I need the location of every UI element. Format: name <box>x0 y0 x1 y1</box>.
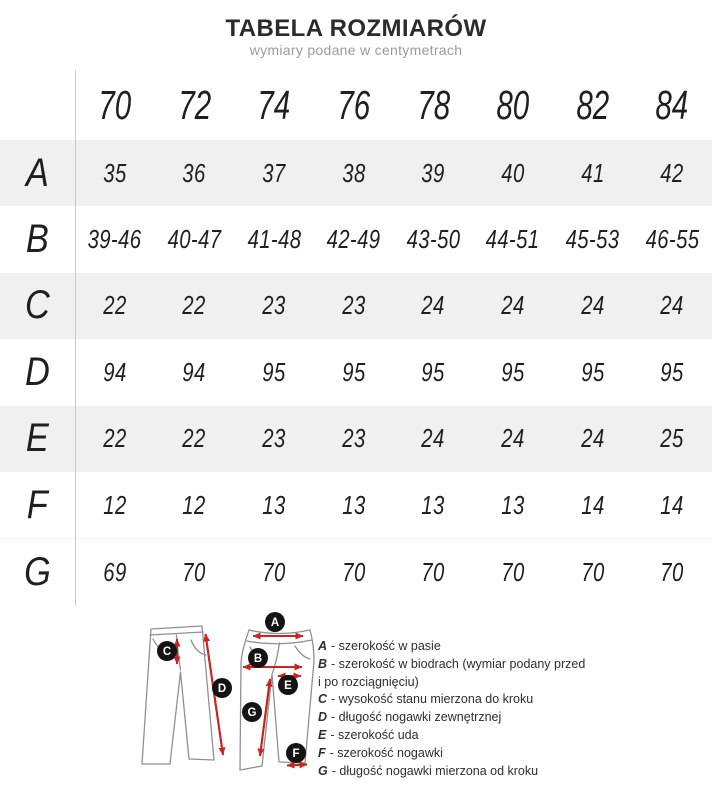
size-cell <box>234 357 314 388</box>
size-column-header <box>155 82 235 129</box>
size-cell <box>473 158 553 189</box>
size-cell <box>75 423 155 454</box>
table-row <box>0 140 712 206</box>
legend-text: - szerokość uda <box>330 727 419 742</box>
size-cell <box>234 290 314 321</box>
size-column-header <box>473 82 553 129</box>
pants-front-diagram <box>235 605 320 777</box>
row-label: E <box>26 416 49 461</box>
size-header-value: 80 <box>496 81 530 128</box>
size-header-value: 78 <box>416 81 450 128</box>
size-cell-value: 40 <box>501 157 525 188</box>
table-row <box>0 472 712 538</box>
size-cell-value: 23 <box>262 423 286 454</box>
legend-text: - długość nogawki mierzona od kroku <box>331 763 539 778</box>
size-column-header <box>75 82 155 129</box>
size-cell-value: 70 <box>342 556 366 587</box>
size-cell-value: 40-47 <box>167 224 222 255</box>
size-cell-value: 24 <box>580 290 605 321</box>
row-label: G <box>24 549 51 594</box>
size-cell-value: 14 <box>660 489 684 520</box>
size-cell <box>314 557 394 588</box>
size-column-header <box>234 82 314 129</box>
size-cell-value: 44-51 <box>486 224 540 255</box>
size-cell-value: 45-53 <box>565 224 620 255</box>
legend-key: E <box>318 727 327 742</box>
size-cell-value: 95 <box>421 356 445 387</box>
size-cell <box>473 423 553 454</box>
row-label-cell <box>0 283 75 328</box>
size-header-value: 82 <box>576 81 609 128</box>
size-cell-value: 46-55 <box>645 224 700 255</box>
size-cell-value: 22 <box>103 423 127 454</box>
size-cell <box>394 357 474 388</box>
size-cell-value: 94 <box>103 356 127 387</box>
legend-key: B <box>318 656 328 671</box>
marker-E-label: E <box>284 680 292 692</box>
size-cell <box>632 224 712 255</box>
size-cell <box>632 557 712 588</box>
measurement-diagram <box>0 605 712 800</box>
size-cell <box>75 557 155 588</box>
size-cell-value: 13 <box>262 489 286 520</box>
size-column-header <box>394 82 474 129</box>
size-cell-value: 23 <box>262 290 286 321</box>
legend-text: - długość nogawki zewnętrznej <box>331 710 502 725</box>
legend-key: F <box>318 745 326 760</box>
size-cell <box>394 158 474 189</box>
size-cell-value: 24 <box>421 290 445 321</box>
size-cell <box>553 557 633 588</box>
size-cell <box>553 224 633 255</box>
legend-item <box>318 745 585 763</box>
size-cell <box>553 423 633 454</box>
size-header-value: 76 <box>337 81 371 128</box>
table-row <box>0 538 712 604</box>
legend-text: - szerokość nogawki <box>329 745 443 760</box>
size-cell <box>632 290 712 321</box>
legend-item <box>318 656 585 674</box>
page-subtitle: wymiary podane w centymetrach <box>249 41 463 58</box>
size-header-value: 72 <box>178 81 211 128</box>
pants-back-diagram <box>134 608 234 778</box>
size-cell-value: 95 <box>342 356 366 387</box>
size-cell-value: 23 <box>342 423 366 454</box>
size-cell <box>473 557 553 588</box>
size-header-row <box>0 70 712 140</box>
size-cell <box>155 224 235 255</box>
size-cell <box>632 158 712 189</box>
size-cell-value: 22 <box>182 423 207 454</box>
size-cell-value: 25 <box>660 423 684 454</box>
table-row <box>0 273 712 339</box>
legend-item <box>318 691 585 709</box>
size-cell-value: 36 <box>182 157 207 188</box>
size-cell-value: 37 <box>262 157 286 188</box>
size-header-value: 84 <box>655 81 689 128</box>
legend-text: - szerokość w biodrach (wymiar podany przed <box>331 656 586 671</box>
size-cell-value: 95 <box>501 356 525 387</box>
size-cell-value: 70 <box>501 556 525 587</box>
size-cell <box>394 290 474 321</box>
size-cell <box>553 490 633 521</box>
marker-B-label: B <box>253 653 263 665</box>
marker-D-label: D <box>217 683 227 695</box>
row-label: D <box>25 349 50 394</box>
size-cell <box>394 557 474 588</box>
size-cell-value: 24 <box>421 423 445 454</box>
size-cell <box>75 357 155 388</box>
size-cell <box>632 423 712 454</box>
size-cell <box>234 490 314 521</box>
marker-G-label: G <box>247 707 257 719</box>
size-cell <box>553 290 633 321</box>
legend-item <box>318 763 585 781</box>
size-table <box>0 70 712 605</box>
legend-key: C <box>318 692 328 707</box>
size-cell <box>75 490 155 521</box>
size-cell <box>632 357 712 388</box>
size-column-header <box>553 82 633 129</box>
row-label-cell <box>0 483 75 528</box>
row-label: C <box>25 283 50 328</box>
size-header-value: 74 <box>257 81 291 128</box>
size-cell-value: 38 <box>342 157 366 188</box>
size-header-value: 70 <box>98 81 132 128</box>
size-cell-value: 22 <box>182 290 207 321</box>
size-cell-value: 95 <box>262 356 286 387</box>
size-cell-value: 23 <box>342 290 366 321</box>
size-cell <box>155 158 235 189</box>
size-cell <box>394 490 474 521</box>
size-cell <box>473 290 553 321</box>
size-cell <box>155 423 235 454</box>
size-cell <box>394 224 474 255</box>
page-title: TABELA ROZMIARÓW <box>225 14 487 42</box>
size-cell-value: 14 <box>580 489 605 520</box>
size-cell <box>314 290 394 321</box>
legend-text: - szerokość w pasie <box>331 639 441 653</box>
size-cell <box>314 490 394 521</box>
column-vertical-divider <box>75 70 76 605</box>
legend-item <box>318 727 585 745</box>
size-cell <box>553 158 633 189</box>
page-header <box>0 0 712 70</box>
row-label-cell <box>0 151 75 196</box>
size-cell <box>155 290 235 321</box>
marker-F-label: F <box>292 748 300 760</box>
size-cell <box>314 423 394 454</box>
measurement-legend <box>318 638 585 780</box>
legend-text-continuation: i po rozciągnięciu) <box>318 674 419 689</box>
row-label: B <box>26 217 49 262</box>
size-cell-value: 24 <box>501 423 525 454</box>
size-cell-value: 12 <box>103 489 127 520</box>
table-row <box>0 406 712 472</box>
size-cell <box>234 423 314 454</box>
row-label-cell <box>0 550 75 595</box>
size-cell-value: 42 <box>660 157 684 188</box>
legend-key: D <box>318 710 328 725</box>
size-cell-value: 94 <box>182 356 207 387</box>
size-cell <box>473 357 553 388</box>
size-cell-value: 70 <box>182 556 207 587</box>
size-cell-value: 24 <box>580 423 605 454</box>
row-label: F <box>26 482 49 527</box>
table-row <box>0 206 712 272</box>
row-label-cell <box>0 217 75 262</box>
row-label-cell <box>0 350 75 395</box>
size-cell-value: 70 <box>421 556 445 587</box>
size-cell <box>314 224 394 255</box>
fly-line <box>273 643 280 673</box>
legend-item <box>318 638 585 656</box>
size-cell-value: 13 <box>421 489 445 520</box>
size-column-header <box>314 82 394 129</box>
size-cell-value: 13 <box>501 489 525 520</box>
size-cell <box>234 158 314 189</box>
size-column-header <box>632 82 712 129</box>
size-cell-value: 41 <box>580 157 605 188</box>
legend-text: - wysokość stanu mierzona do kroku <box>331 692 534 707</box>
size-cell-value: 24 <box>660 290 684 321</box>
size-cell <box>75 224 155 255</box>
size-cell-value: 43-50 <box>406 224 461 255</box>
size-cell-value: 70 <box>580 556 605 587</box>
size-cell-value: 70 <box>660 556 684 587</box>
size-cell <box>155 357 235 388</box>
size-cell-value: 39-46 <box>87 224 142 255</box>
size-cell-value: 35 <box>103 157 127 188</box>
size-cell-value: 69 <box>103 556 127 587</box>
size-cell <box>155 490 235 521</box>
size-cell <box>314 357 394 388</box>
pocket-right-line <box>295 646 310 659</box>
table-row <box>0 339 712 405</box>
size-cell <box>75 290 155 321</box>
size-cell <box>473 490 553 521</box>
size-cell <box>394 423 474 454</box>
measure-arrow-F <box>287 765 307 766</box>
size-cell-value: 70 <box>262 556 286 587</box>
size-cell-value: 42-49 <box>326 224 381 255</box>
row-label-cell <box>0 416 75 461</box>
size-cell <box>75 158 155 189</box>
size-cell-value: 12 <box>182 489 207 520</box>
legend-key: G <box>318 763 328 778</box>
size-cell <box>234 557 314 588</box>
size-cell-value: 22 <box>103 290 127 321</box>
size-cell-value: 24 <box>501 290 525 321</box>
measure-arrow-G <box>260 679 270 756</box>
size-cell <box>473 224 553 255</box>
legend-item <box>318 709 585 727</box>
size-cell-value: 95 <box>580 356 605 387</box>
marker-C-label: C <box>162 646 172 658</box>
size-cell <box>314 158 394 189</box>
size-cell <box>155 557 235 588</box>
size-cell-value: 41-48 <box>247 224 301 255</box>
size-cell <box>632 490 712 521</box>
size-cell <box>234 224 314 255</box>
size-cell-value: 13 <box>342 489 366 520</box>
size-cell-value: 39 <box>421 157 445 188</box>
size-cell-value: 95 <box>660 356 684 387</box>
legend-key: A <box>318 639 328 653</box>
size-cell <box>553 357 633 388</box>
row-label: A <box>26 150 49 195</box>
marker-A-label: A <box>270 617 280 629</box>
